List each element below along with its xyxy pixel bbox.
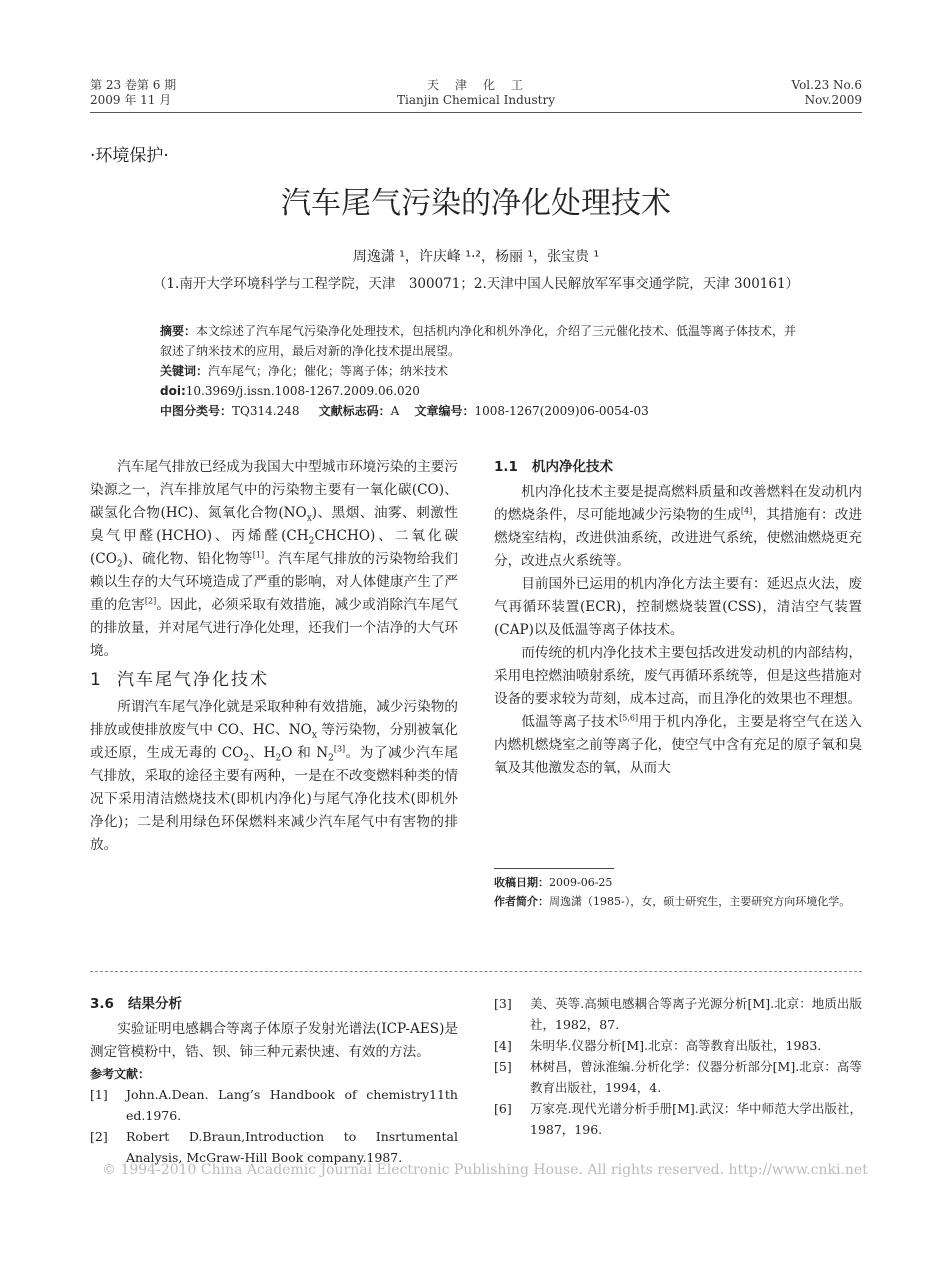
references-left (90, 1084, 458, 1168)
clc-label: 中图分类号： (160, 404, 233, 418)
left-column (90, 456, 458, 857)
copyright-watermark: © 1994-2010 China Academic Journal Electronic Publishing House. All rights reserved. http://www.cnki.net (102, 1162, 868, 1178)
doc-code-label: 文献标志码： (318, 404, 391, 418)
right-paragraph-1: 机内净化技术主要是提高燃料质量和改善燃料在发动机内的燃烧条件，尽可能地减少污染物的生成[4]，其措施有：改进燃烧室结构，改进供油系统，改进进气系统，使燃油燃烧更充分，改进点火系统等。 (494, 484, 863, 569)
section-1-heading: 1 汽车尾气净化技术 (90, 670, 270, 690)
page-divider (90, 971, 862, 972)
doi-value: 10.3969/j.issn.1008-1267.2009.06.020 (185, 384, 420, 398)
reference-item: [6] 万家亮.现代光谱分析手册[M].武汉：华中师范大学出版社，1987，196. (494, 1101, 862, 1137)
abstract-label: 摘要： (160, 324, 197, 338)
keywords-label: 关键词： (160, 364, 209, 378)
header-vol-no: Vol.23 No.6 (791, 78, 862, 92)
right-paragraph-4: 低温等离子技术[5,6]用于机内净化，主要是将空气在送入内燃机燃烧室之前等离子化，使空气中含有充足的原子氧和臭氧及其他激发态的氧，从而大 (494, 713, 862, 776)
header-rule (90, 112, 862, 113)
affiliations: （1.南开大学环境科学与工程学院，天津 300071；2.天津中国人民解放军军事交通学院，天津 300161） (152, 276, 800, 292)
authors: 周逸潇 ¹，许庆峰 ¹·²，杨丽 ¹，张宝贵 ¹ (352, 249, 600, 265)
header-volume: 第 23 卷第 6 期 (90, 78, 177, 92)
keywords-text: 汽车尾气；净化；催化；等离子体；纳米技术 (208, 364, 449, 378)
intro-paragraph: 汽车尾气排放已经成为我国大中型城市环境污染的主要污染源之一，汽车排放尾气中的污染物主要有一氧化碳(CO)、碳氢化合物(HC)、氮氧化合物$(NO_x)$、黑烟、油雾、刺激性臭气甲醛(HCHO)、丙烯醛$(CH_2CHCHO)$、二氧化碳$(CO_2)$、硫化物、铅化物等[1]。汽车尾气排放的污染物给我们赖以生存的大气环境造成了严重的影响，对人体健康产生了严重的危害[2]。因此，必须采取有效措施，减少或消除汽车尾气的排放量，并对尾气进行净化处理，还我们一个洁净的大气环境。 (90, 459, 459, 659)
reference-item: [3] 美、英等.高频电感耦合等离子光源分析[M].北京：地质出版社，1982，87. (494, 996, 862, 1032)
article-no-label: 文章编号： (414, 404, 475, 418)
references-label: 参考文献： (90, 1067, 151, 1081)
right-paragraph-3: 而传统的机内净化技术主要包括改进发动机的内部结构，采用电控燃油喷射系统，废气再循环系统等，但是这些措施对设备的要求较为苛刻，成本过高，而且净化的效果也不理想。 (494, 645, 862, 707)
right-column (494, 456, 862, 780)
abstract (160, 321, 800, 361)
section-tag: ·环境保护· (90, 146, 169, 166)
results-paragraph: 实验证明电感耦合等离子体原子发射光谱法(ICP-AES)是测定管模粉中，锆、钡、铈三种元素快速、有效的方法。 (90, 1021, 458, 1060)
author-bio: 作者简介：周逸潇（1985-），女，硕士研究生，主要研究方向环境化学。 (494, 895, 851, 908)
abstract-text: 本文综述了汽车尾气污染净化处理技术，包括机内净化和机外净化，介绍了三元催化技术、低温等离子体技术，并叙述了纳米技术的应用，最后对新的净化技术提出展望。 (160, 324, 797, 358)
reference-item: [5] 林树昌，曾泳淮编.分析化学：仪器分析部分[M].北京：高等教育出版社，1994，4. (494, 1059, 862, 1095)
header-issue (90, 78, 176, 108)
reference-item: [4] 朱明华.仪器分析[M].北京：高等教育出版社，1983. (494, 1038, 822, 1053)
bottom-left-column (90, 993, 458, 1168)
section-3-6-heading: 3.6 结果分析 (90, 996, 183, 1012)
header-date: 2009 年 11 月 (90, 93, 172, 107)
doi (160, 381, 800, 401)
footnote-rule (494, 868, 614, 869)
doi-label: doi: (160, 384, 186, 398)
keywords (160, 361, 800, 381)
journal-name-cn: 天 津 化 工 (426, 78, 525, 92)
header-vol-date: Nov.2009 (804, 93, 862, 107)
header-vol (792, 78, 863, 108)
subsection-1-1-heading: 1.1 机内净化技术 (494, 459, 614, 475)
journal-name-en: Tianjin Chemical Industry (397, 93, 555, 107)
article-no-value: 1008-1267(2009)06-0054-03 (474, 404, 649, 418)
classification (160, 401, 800, 421)
doc-code-value: A (390, 404, 400, 418)
references-right (494, 993, 862, 1140)
reference-item: [1] John.A.Dean. Lang’s Handbook of chemistry11th ed.1976. (90, 1087, 458, 1123)
clc-value: TQ314.248 (232, 404, 300, 418)
article-title: 汽车尾气污染的净化处理技术 (281, 186, 671, 221)
reference-item: [2] Robert D.Braun,Introduction to Insrtumental Analysis, McGraw-Hill Book company.1987. (90, 1129, 458, 1165)
section-1-paragraph: 所谓汽车尾气净化就是采取种种有效措施，减少污染物的排放或使排放废气中 CO、HC、$NO_x$ 等污染物，分别被氧化或还原，生成无毒的 $CO_2$、$H_2O$ 和 $N_2[3]$。为了减少汽车尾气排放，采取的途径主要有两种，一是在不改变燃料种类的情况下采用清洁燃烧技术(即机内净化)与尾气净化技术(即机外净化)；二是利用绿色环保燃料来减少汽车尾气中有害物的排放。 (90, 699, 459, 853)
received-date: 收稿日期：2009-06-25 (494, 876, 613, 889)
footnote-block (494, 868, 862, 911)
header-journal (376, 78, 576, 108)
abstract-block (160, 321, 800, 421)
right-paragraph-2: 目前国外已运用的机内净化方法主要有：延迟点火法，废气再循环装置(ECR)，控制燃烧装置(CSS)，清洁空气装置(CAP)以及低温等离子体技术。 (494, 576, 862, 638)
